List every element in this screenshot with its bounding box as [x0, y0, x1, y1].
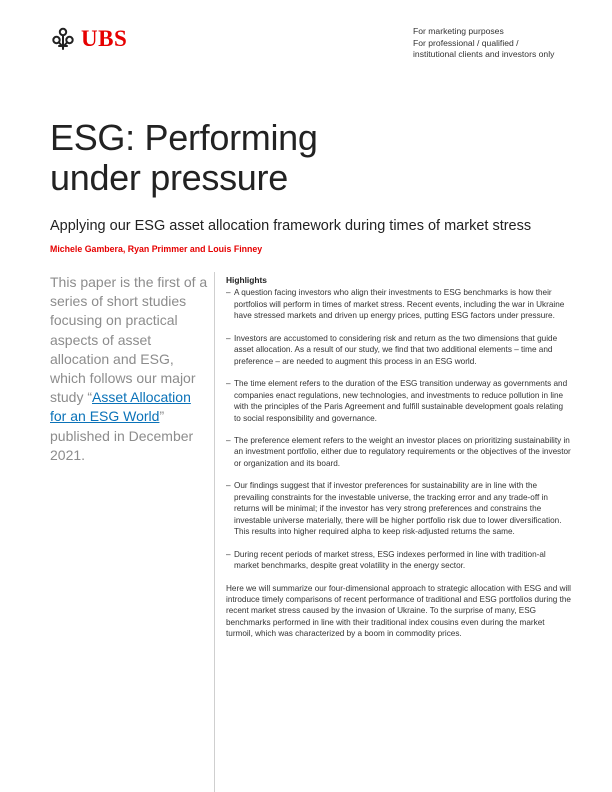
bullet-dash: – [226, 288, 231, 298]
highlight-text: The time element refers to the duration of the ESG transition underway as governments and companies enact regulations, new technologies, and investments to reduce pollution in line with the principles of the Paris Agreement and fulfill sustainable development goals relating to social responsibility and governance. [234, 379, 568, 423]
highlights-heading: Highlights [226, 275, 267, 285]
intro-text: ” published in December 2021. [50, 408, 194, 463]
highlight-text: The preference element refers to the weight an investor places on prioritizing sustainability in an investment portfolio, either due to regulatory requirements or the objectives of the investor or organization and its board. [234, 435, 571, 468]
highlight-item [226, 287, 572, 321]
brand-name: UBS [81, 26, 128, 51]
highlight-text: Investors are accustomed to considering risk and return as the two dimensions that guide asset allocation. As a result of our study, we find that two additional elements – time and preference – are needed to augment this process in an ESG world. [234, 333, 558, 366]
page-subtitle: Applying our ESG asset allocation framework during times of market stress [50, 218, 532, 234]
bullet-dash: – [226, 435, 231, 445]
bullet-dash: – [226, 481, 231, 491]
highlight-item [226, 378, 572, 424]
disclaimer-line: For marketing purposes [413, 26, 504, 36]
page-title [50, 118, 318, 198]
intro-paragraph [50, 273, 208, 465]
bullet-dash: – [226, 333, 231, 343]
bullet-dash: – [226, 549, 231, 559]
title-line: ESG: Performing [50, 117, 318, 158]
intro-text: This paper is the first of a series of short studies focusing on practical aspects of asset allocation and ESG, which follows our major study “ [50, 274, 208, 406]
disclaimer-line: institutional clients and investors only [413, 49, 555, 59]
bullet-dash: – [226, 379, 231, 389]
ubs-logo [50, 24, 127, 54]
disclaimer [413, 26, 598, 61]
study-link[interactable]: Asset Allocation for an ESG World [50, 389, 191, 425]
highlight-text: During recent periods of market stress, ESG indexes performed in line with tradition-al market benchmarks, despite great volatility in the energy sector. [234, 549, 546, 571]
highlight-item [226, 333, 572, 367]
highlight-item [226, 435, 572, 469]
highlight-text: Our findings suggest that if investor preferences for sustainability are in line with the prevailing constraints for the investable universe, the tracking error and any trade-off in returns will be minimal; if the investor has very strong preferences and constrains the investable universe materially, there will be higher portfolio risk due to lower diversification. This results into higher required alpha to keep risk-adjusted returns the same. [234, 481, 562, 537]
disclaimer-line: For professional / qualified / [413, 37, 519, 48]
highlight-text: A question facing investors who align their investments to ESG benchmarks is how their portfolios will perform in times of market stress. Recent events, including the war in Ukraine have stressed markets and driven up energy prices, putting ESG factors under pressure. [234, 288, 565, 321]
summary-paragraph: Here we will summarize our four-dimensional approach to strategic allocation with ESG and will introduce timely comparisons of recent performance of traditional and ESG portfolios during the recent market stress caused by the invasion of Ukraine. To the surprise of many, ESG benchmarks performed in line with their traditional index cousins even during the market turmoil, which was characterized by a boom in commodity prices. [226, 583, 571, 639]
highlight-item [226, 480, 572, 537]
highlight-item [226, 549, 572, 572]
authors: Michele Gambera, Ryan Primmer and Louis Finney [50, 244, 263, 254]
highlights-list [226, 287, 572, 571]
title-line: under pressure [50, 157, 288, 198]
column-divider [214, 272, 215, 792]
ubs-keys-logo-icon [50, 27, 76, 51]
main-column [226, 275, 572, 640]
